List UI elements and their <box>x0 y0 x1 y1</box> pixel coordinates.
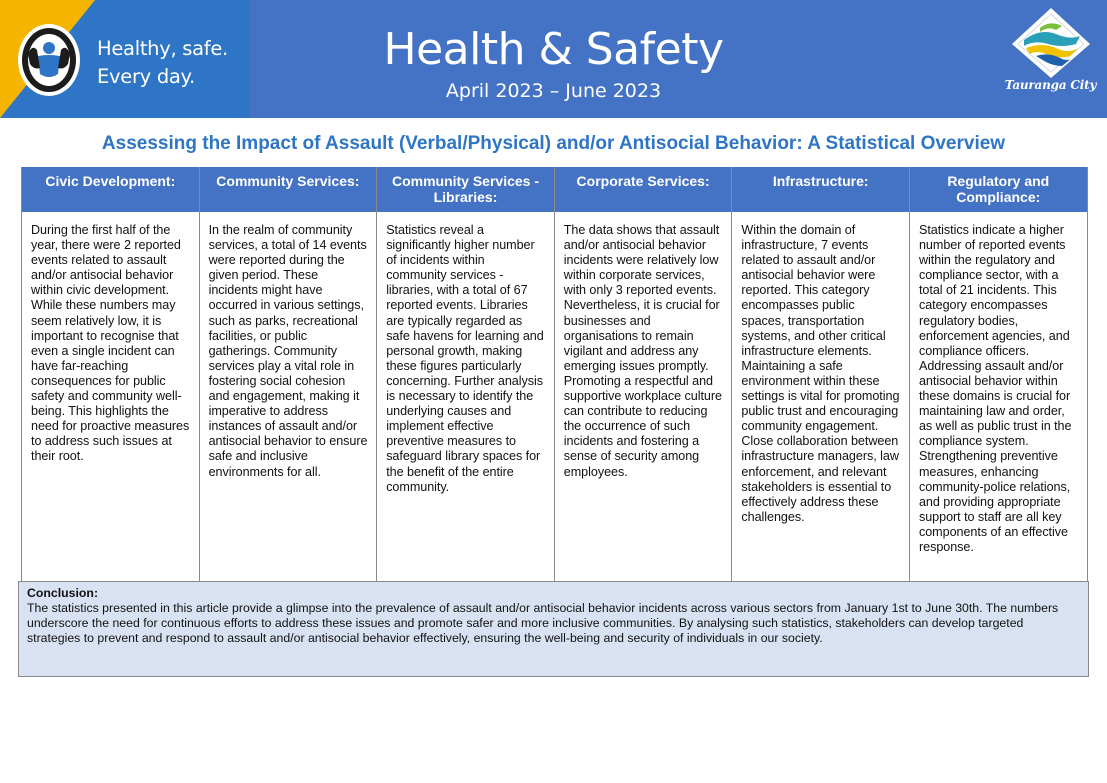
sector-table <box>21 167 1088 582</box>
brand-tagline <box>97 35 228 91</box>
header-banner <box>0 0 1107 118</box>
column-text: During the first half of the year, there were 2 reported events related to assault and/or antisocial behavior within civic development. While these numbers may seem relatively low, it is important to recognise that even a single incident can have far-reaching consequences for public safety and community well-being. This highlights the need for proactive measures to address such issues at their root. <box>31 223 190 464</box>
column-infrastructure <box>732 167 910 581</box>
page-title: Health & Safety <box>383 24 724 75</box>
city-name: Tauranga City <box>1004 78 1097 92</box>
conclusion-title: Conclusion: <box>27 586 99 600</box>
column-text: Statistics reveal a significantly higher number of incidents within community services - libraries, with a total of 67 reported events. Libraries are typically regarded as safe havens for learning and personal growth, making these figures particularly concerning. Further analysis is necessary to identify the underlying causes and implement effective preventive measures to safeguard library spaces for the benefit of the entire community. <box>386 223 544 494</box>
brand-tagline-line1: Healthy, safe. <box>97 37 228 60</box>
person-hands-shield-icon <box>18 24 80 96</box>
column-civic-development <box>22 167 200 581</box>
brand-tagline-line2: Every day. <box>97 65 195 88</box>
column-regulatory-compliance <box>910 167 1088 581</box>
column-header: Community Services: <box>200 167 377 213</box>
brand-panel <box>0 0 250 118</box>
conclusion-box <box>18 581 1089 677</box>
column-header: Infrastructure: <box>732 167 909 213</box>
column-community-services <box>200 167 378 581</box>
report-period: April 2023 – June 2023 <box>445 80 662 102</box>
column-community-services-libraries <box>377 167 555 581</box>
column-text: In the realm of community services, a total of 14 events were reported during the given period. These incidents might have occurred in various settings, such as parks, recreational facilities, or public gatherings. Community services play a vital role in fostering social cohesion and engagement, making it imperative to address instances of assault and/or antisocial behavior to ensure safe and inclusive environments for all. <box>208 223 368 479</box>
conclusion-text: The statistics presented in this article provide a glimpse into the prevalence of assault and/or antisocial behavior incidents across various sectors from January 1st to June 30th. The numbers underscore the need for continuous efforts to address these issues and promote safer and more inclusive communities. By analysing such statistics, stakeholders can develop targeted strategies to prevent and respond to assault and/or antisocial behavior effectively, ensuring the well-being and security of individuals in our society. <box>27 601 1059 645</box>
column-text: The data shows that assault and/or antisocial behavior incidents were relatively low within corporate services, with only 3 reported events. Nevertheless, it is crucial for businesses and organisations to remain vigilant and address any emerging issues promptly. Promoting a respectful and supportive workplace culture can contribute to reducing the occurrence of such incidents and fostering a sense of security among employees. <box>563 223 722 479</box>
column-header: Civic Development: <box>22 167 199 213</box>
tauranga-city-logo-icon <box>1010 6 1092 80</box>
column-header: Community Services - Libraries: <box>377 167 554 213</box>
column-header: Regulatory and Compliance: <box>910 167 1087 213</box>
column-header: Corporate Services: <box>555 167 732 213</box>
column-text: Within the domain of infrastructure, 7 events related to assault and/or antisocial behavior were reported. This category encompasses public spaces, transportation systems, and other critical infrastructure elements. Maintaining a safe environment within these settings is vital for promoting public trust and encouraging community engagement. Close collaboration between infrastructure managers, law enforcement, and relevant stakeholders is essential to effectively address these challenges. <box>741 223 900 524</box>
report-heading: Assessing the Impact of Assault (Verbal/Physical) and/or Antisocial Behavior: A Statistical Overview <box>101 133 1006 154</box>
column-corporate-services <box>555 167 733 581</box>
column-text: Statistics indicate a higher number of reported events within the regulatory and compliance sector, with a total of 21 incidents. This category encompasses regulatory bodies, enforcement agencies, and compliance officers. Addressing assault and/or antisocial behavior within these domains is crucial for maintaining law and order, as well as public trust in the compliance system. Strengthening preventive measures, enhancing community-police relations, and providing appropriate support to staff are all key components of an effective response. <box>918 223 1072 554</box>
